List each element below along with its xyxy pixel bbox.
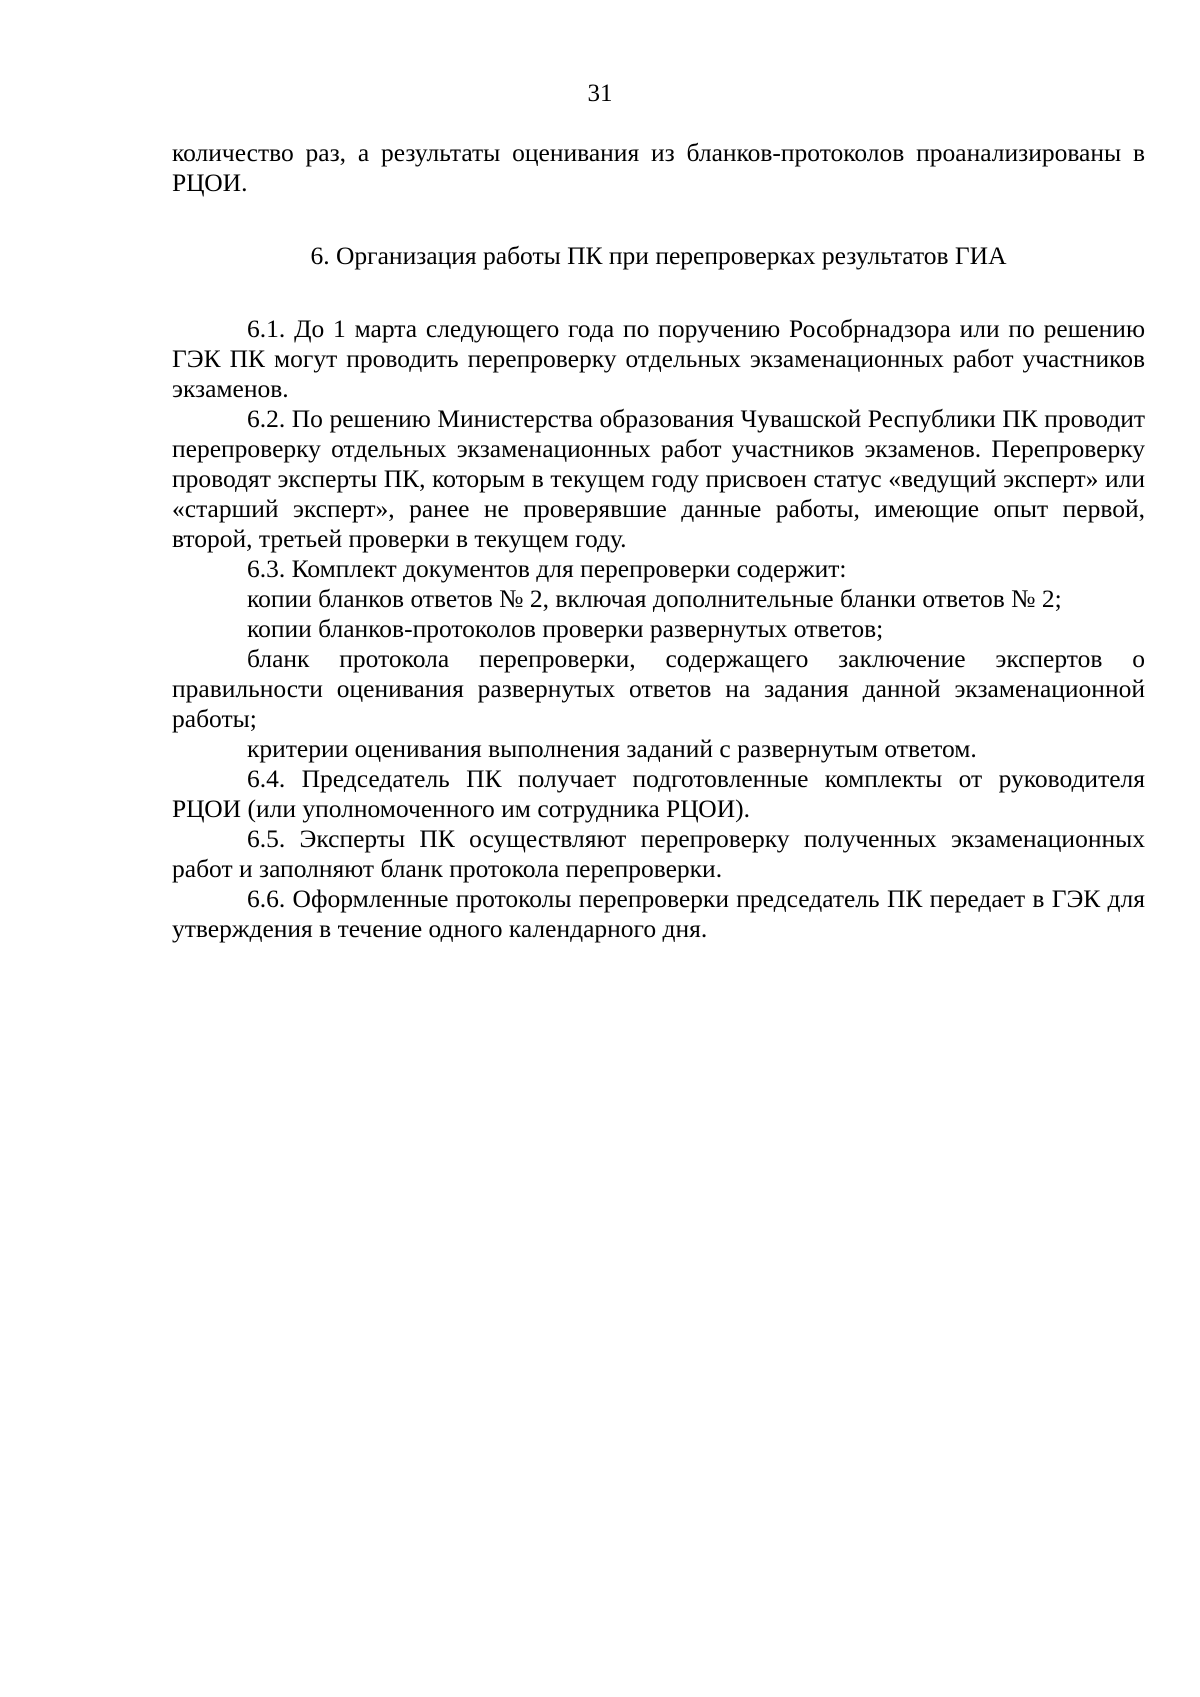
section-heading: 6. Организация работы ПК при перепроверках результатов ГИА [310,241,1007,270]
paragraph-6-5: 6.5. Эксперты ПК осуществляют перепроверку полученных экзаменационных работ и заполняют бланк протокола перепроверки. [172,824,1145,883]
paragraph-6-2: 6.2. По решению Министерства образования Чувашской Республики ПК проводит перепроверку отдельных экзаменационных работ участников экзаменов. Перепроверку проводят эксперты ПК, которым в текущем году присвоен статус «ведущий эксперт» или «старший эксперт», ранее не проверявшие данные работы, имеющие опыт первой, второй, третьей проверки в текущем году. [172,404,1145,553]
paragraph-6-1: 6.1. До 1 марта следующего года по поручению Рособрнадзора или по решению ГЭК ПК могут проводить перепроверку отдельных экзаменационных работ участников экзаменов. [172,314,1145,403]
list-item-answer-forms: копии бланков ответов № 2, включая дополнительные бланки ответов № 2; [247,584,1062,613]
list-item-recheck-protocol: бланк протокола перепроверки, содержащего заключение экспертов о правильности оценивания развернутых ответов на задания данной экзаменационной работы; [172,644,1145,733]
list-item-protocol-forms: копии бланков-протоколов проверки развернутых ответов; [247,614,884,643]
paragraph-6-4: 6.4. Председатель ПК получает подготовленные комплекты от руководителя РЦОИ (или уполномоченного им сотрудника РЦОИ). [172,764,1145,823]
document-body [172,138,1145,944]
page-number: 31 [587,80,613,107]
paragraph-6-6: 6.6. Оформленные протоколы перепроверки председатель ПК передает в ГЭК для утверждения в течение одного календарного дня. [172,884,1145,943]
continuation-paragraph: количество раз, а результаты оценивания из бланков-протоколов проанализированы в РЦОИ. [172,138,1145,197]
paragraph-6-3: 6.3. Комплект документов для перепроверки содержит: [247,554,847,583]
list-item-criteria: критерии оценивания выполнения заданий с развернутым ответом. [247,734,977,763]
